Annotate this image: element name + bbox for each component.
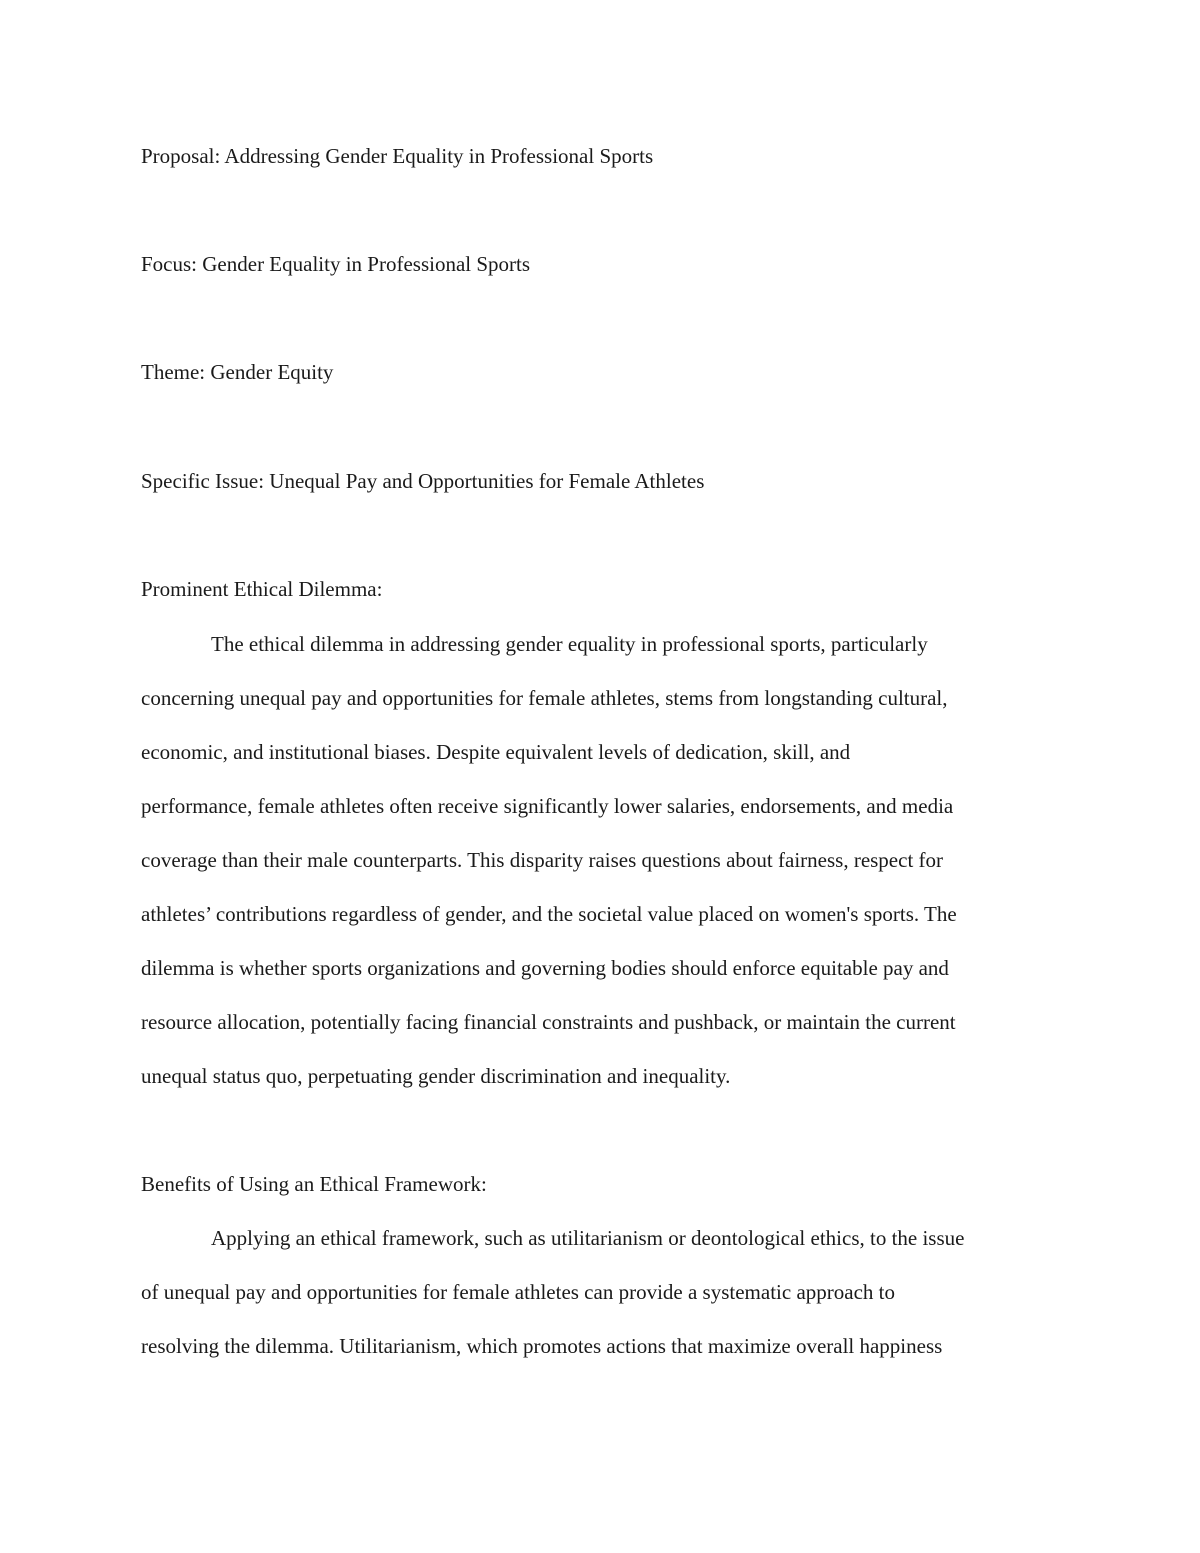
benefits-line: resolving the dilemma. Utilitarianism, which promotes actions that maximize overall happiness: [141, 1334, 943, 1358]
focus-line: Focus: Gender Equality in Professional Sports: [141, 252, 531, 276]
dilemma-heading: Prominent Ethical Dilemma:: [141, 577, 383, 601]
dilemma-line: economic, and institutional biases. Despite equivalent levels of dedication, skill, and: [141, 740, 851, 764]
dilemma-line: unequal status quo, perpetuating gender discrimination and inequality.: [141, 1064, 731, 1088]
benefits-line: Applying an ethical framework, such as utilitarianism or deontological ethics, to the issue: [211, 1226, 965, 1250]
dilemma-line: concerning unequal pay and opportunities for female athletes, stems from longstanding cultural,: [141, 686, 948, 710]
dilemma-line: The ethical dilemma in addressing gender equality in professional sports, particularly: [211, 632, 928, 656]
dilemma-line: resource allocation, potentially facing financial constraints and pushback, or maintain the current: [141, 1010, 956, 1034]
benefits-heading: Benefits of Using an Ethical Framework:: [141, 1172, 487, 1196]
proposal-title: Proposal: Addressing Gender Equality in Professional Sports: [141, 144, 654, 168]
dilemma-line: dilemma is whether sports organizations and governing bodies should enforce equitable pay and: [141, 956, 949, 980]
dilemma-line: performance, female athletes often receive significantly lower salaries, endorsements, and media: [141, 794, 954, 818]
dilemma-line: coverage than their male counterparts. This disparity raises questions about fairness, respect for: [141, 848, 944, 872]
dilemma-line: athletes’ contributions regardless of gender, and the societal value placed on women's sports. The: [141, 902, 957, 926]
specific-issue-line: Specific Issue: Unequal Pay and Opportunities for Female Athletes: [141, 469, 705, 493]
theme-line: Theme: Gender Equity: [141, 360, 334, 384]
benefits-line: of unequal pay and opportunities for female athletes can provide a systematic approach to: [141, 1280, 895, 1304]
